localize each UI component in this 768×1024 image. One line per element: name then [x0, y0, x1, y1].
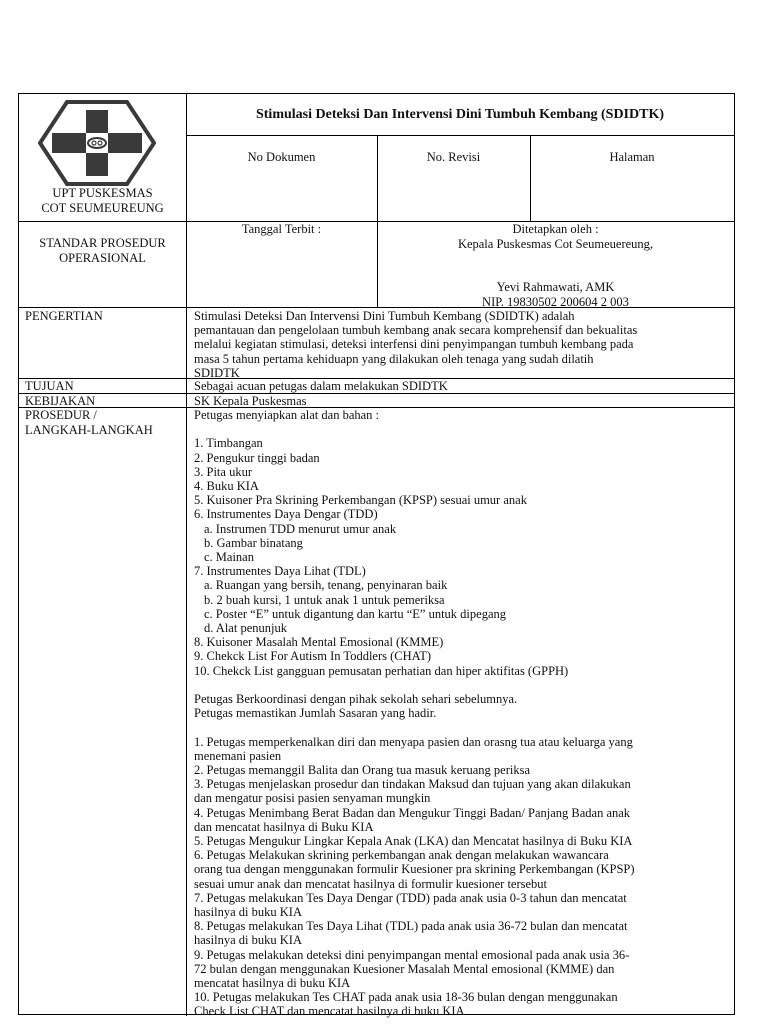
ditetapkan-label: Ditetapkan oleh : — [512, 222, 599, 236]
koordinasi-line: Petugas Berkoordinasi dengan pihak sekolah sehari sebelumnya. — [194, 692, 518, 707]
alat-item: 6. Instrumentes Daya Dengar (TDD) — [194, 507, 378, 522]
pengertian-line: SDIDTK — [194, 365, 240, 380]
alat-item: b. Gambar binatang — [204, 535, 303, 550]
langkah-line: 8. Petugas melakukan Tes Daya Lihat (TDL) pada anak usia 36-72 bulan dan mencatat — [194, 919, 628, 934]
pengertian-line: melalui kegiatan stimulasi, deteksi interfensi dini penyimpangan tumbuh kembang pada — [194, 337, 634, 352]
alat-list — [194, 436, 729, 677]
langkah-line: mencatat hasilnya di buku KIA — [194, 976, 351, 991]
alat-item: 5. Kuisoner Pra Skrining Perkembangan (KPSP) sesuai umur anak — [194, 493, 527, 508]
divider — [186, 135, 734, 136]
langkah-line: dan mencatat hasilnya di Buku KIA — [194, 819, 374, 834]
no-dokumen-label: No Dokumen — [247, 150, 316, 164]
langkah-line: dan mengatur posisi pasien senyaman mungkin — [194, 791, 431, 806]
langkah-line: sesuai umur anak dan mencatat hasilnya di formulir kuesioner tersebut — [194, 876, 548, 891]
kebijakan-text: SK Kepala Puskesmas — [194, 394, 307, 408]
prosedur-label-line: LANGKAH-LANGKAH — [25, 422, 153, 437]
pengertian-label: PENGERTIAN — [25, 309, 103, 323]
alat-item: 2. Pengukur tinggi badan — [194, 450, 320, 465]
sop-document — [18, 93, 735, 1019]
langkah-line: 3. Petugas menjelaskan prosedur dan tindakan Maksud dan tujuan yang akan dilakukan — [194, 777, 631, 792]
pengertian-line: Stimulasi Deteksi Dan Intervensi Dini Tumbuh Kembang (SDIDTK) adalah — [194, 309, 575, 323]
divider — [377, 135, 378, 221]
alat-item: a. Ruangan yang bersih, tenang, penyinaran baik — [204, 578, 448, 593]
langkah-line: hasilnya di buku KIA — [194, 905, 302, 920]
ditetapkan-nama: Yevi Rahmawati, AMK — [496, 280, 615, 294]
langkah-line: 4. Petugas Menimbang Berat Badan dan Mengukur Tinggi Badan/ Panjang Badan anak — [194, 805, 631, 820]
langkah-line: Check List CHAT dan mencatat hasilnya di buku KIA — [194, 1004, 465, 1019]
alat-item: 10. Chekck List gangguan pemusatan perhatian dan hiper aktifitas (GPPH) — [194, 663, 569, 678]
org-line: COT SEUMEUREUNG — [41, 200, 164, 215]
no-revisi-label: No. Revisi — [426, 150, 481, 164]
tujuan-label: TUJUAN — [25, 379, 74, 393]
prosedur-label — [25, 408, 153, 437]
alat-item: 9. Chekck List For Autism In Toddlers (CHAT) — [194, 649, 432, 664]
langkah-line: 6. Petugas Melakukan skrining perkembangan anak dengan melakukan wawancara — [194, 848, 609, 863]
alat-item: b. 2 buah kursi, 1 untuk anak 1 untuk pemeriksa — [204, 592, 445, 607]
ditetapkan-block — [377, 222, 734, 309]
langkah-list — [194, 735, 729, 1019]
pengertian-line: masa 5 tahun pertama kehiduapn yang dilakukan oleh tenaga yang sudah dilatih — [194, 351, 594, 366]
alat-item: 4. Buku KIA — [194, 479, 259, 493]
puskesmas-cross-icon — [38, 100, 156, 186]
ditetapkan-jabatan: Kepala Puskesmas Cot Seumeuereung, — [457, 236, 654, 251]
langkah-line: orang tua dengan menggunakan formulir Kuesioner pra skrining Perkembangan (KPSP) — [194, 862, 635, 877]
divider — [19, 221, 186, 222]
langkah-line: 9. Petugas melakukan deteksi dini penyimpangan mental emosional pada anak usia 36- — [194, 947, 630, 962]
prosedur-intro: Petugas menyiapkan alat dan bahan : — [194, 408, 380, 422]
langkah-line: 2. Petugas memanggil Balita dan Orang tua masuk keruang periksa — [194, 763, 531, 778]
alat-item: a. Instrumen TDD menurut umur anak — [204, 521, 397, 536]
koordinasi-line: Petugas memastikan Jumlah Sasaran yang hadir. — [194, 706, 437, 721]
tujuan-text: Sebagai acuan petugas dalam melakukan SDIDTK — [194, 379, 448, 393]
tanggal-terbit-label: Tanggal Terbit : — [241, 222, 322, 236]
kebijakan-label: KEBIJAKAN — [25, 394, 96, 408]
langkah-line: menemani pasien — [194, 748, 282, 763]
langkah-line: 5. Petugas Mengukur Lingkar Kepala Anak (LKA) dan Mencatat hasilnya di Buku KIA — [194, 834, 633, 849]
langkah-line: hasilnya di buku KIA — [194, 933, 302, 948]
org-line: UPT PUSKESMAS — [52, 186, 153, 200]
pengertian-line: pemantauan dan pengelolaan tumbuh kembang anak secara komprehensif dan bekualitas — [194, 323, 638, 338]
alat-item: 8. Kuisoner Masalah Mental Emosional (KMME) — [194, 635, 444, 650]
langkah-line: 7. Petugas melakukan Tes Daya Dengar (TDD) pada anak usia 0-3 tahun dan mencatat — [194, 890, 627, 905]
pengertian-text — [194, 309, 729, 380]
divider — [530, 135, 531, 221]
langkah-line: 1. Petugas memperkenalkan diri dan menyapa pasien dan orasng tua atau keluarga yang — [194, 734, 633, 749]
langkah-line: 10. Petugas melakukan Tes CHAT pada anak usia 18-36 bulan dengan menggunakan — [194, 990, 618, 1005]
alat-item: c. Mainan — [204, 550, 254, 565]
prosedur-text — [194, 408, 729, 1019]
page-title: Stimulasi Deteksi Dan Intervensi Dini Tumbuh Kembang (SDIDTK) — [255, 107, 665, 122]
alat-item: d. Alat penunjuk — [204, 621, 287, 636]
langkah-line: 72 bulan dengan menggunakan Kuesioner Masalah Mental emosional (KMME) dan — [194, 961, 615, 976]
alat-item: 3. Pita ukur — [194, 464, 252, 479]
prosedur-label-line: PROSEDUR / — [25, 408, 97, 422]
sop-line: OPERASIONAL — [59, 250, 146, 265]
alat-item: 1. Timbangan — [194, 436, 263, 451]
halaman-label: Halaman — [609, 150, 655, 164]
org-name — [19, 186, 186, 215]
alat-item: c. Poster “E” untuk digantung dan kartu “E” untuk dipegang — [204, 606, 507, 621]
sop-label — [19, 236, 186, 265]
ditetapkan-nip: NIP. 19830502 200604 2 003 — [482, 294, 629, 309]
sop-line: STANDAR PROSEDUR — [39, 236, 166, 250]
alat-item: 7. Instrumentes Daya Lihat (TDL) — [194, 564, 366, 579]
